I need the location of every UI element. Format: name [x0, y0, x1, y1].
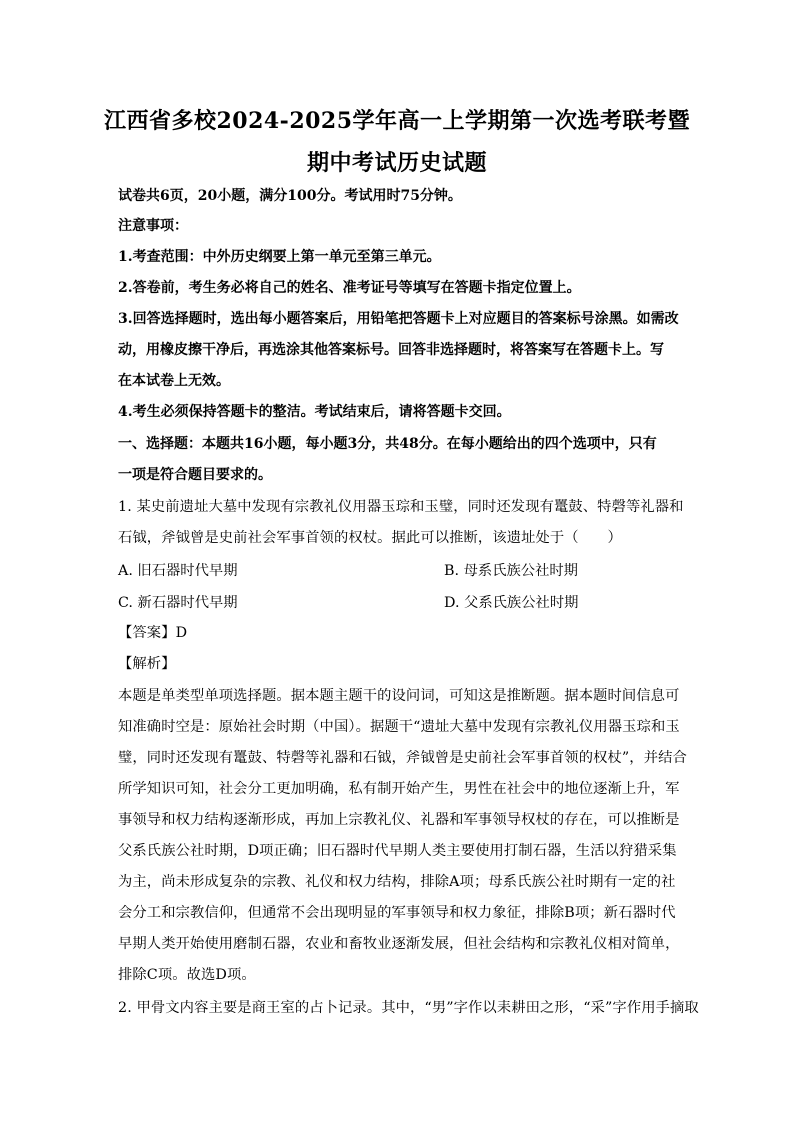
analysis-line: 所学知识可知，社会分工更加明确，私有制开始产生，男性在社会中的地位逐渐上升，军 — [118, 781, 680, 797]
notice-item: 2.答卷前，考生务必将自己的姓名、准考证号等填写在答题卡指定位置上。 — [118, 280, 581, 296]
question1-option-c: C. 新石器时代早期 — [118, 595, 238, 611]
notice-item: 1.考查范围：中外历史纲要上第一单元至第三单元。 — [118, 249, 441, 265]
section-heading: 一、选择题：本题共16小题，每小题3分，共48分。在每小题给出的四个选项中，只有 — [118, 436, 657, 452]
notice-heading: 注意事项： — [118, 218, 188, 234]
analysis-line: 会分工和宗教信仰，但通常不会出现明显的军事领导和权力象征，排除B项；新石器时代 — [118, 905, 676, 921]
question1-stem-cont: 石钺，斧钺曾是史前社会军事首领的权杖。据此可以推断，该遗址处于（ ） — [118, 530, 622, 546]
notice-item: 4.考生必须保持答题卡的整洁。考试结束后，请将答题卡交回。 — [118, 404, 511, 420]
analysis-line: 本题是单类型单项选择题。据本题主题干的设问词，可知这是推断题。据本题时间信息可 — [118, 688, 680, 704]
notice-item: 动，用橡皮擦干净后，再选涂其他答案标号。回答非选择题时，将答案写在答题卡上。写 — [118, 342, 664, 358]
notice-item: 3.回答选择题时，选出每小题答案后，用铅笔把答题卡上对应题目的答案标号涂黑。如需改 — [118, 311, 679, 327]
analysis-line: 事领导和权力结构逐渐形成，再加上宗教礼仪、礼器和军事领导权杖的存在，可以推断是 — [118, 812, 680, 828]
question1-answer: 【答案】D — [118, 625, 188, 641]
analysis-line: 排除C项。故选D项。 — [118, 967, 256, 983]
question1-option-a: A. 旧石器时代早期 — [118, 563, 238, 579]
section-heading-cont: 一项是符合题目要求的。 — [118, 467, 272, 483]
exam-title-line1: 江西省多校2024-2025学年高一上学期第一次选考联考暨 — [103, 108, 691, 134]
question2-stem: 2. 甲骨文内容主要是商王室的占卜记录。其中，“男”字作以耒耕田之形，“采”字作用手摘取 — [118, 1000, 699, 1016]
exam-intro: 试卷共6页，20小题，满分100分。考试用时75分钟。 — [118, 188, 462, 204]
analysis-line: 知准确时空是：原始社会时期（中国）。据题干“遗址大墓中发现有宗教礼仪用器玉琮和玉 — [118, 719, 680, 735]
analysis-line: 早期人类开始使用磨制石器，农业和畜牧业逐渐发展，但社会结构和宗教礼仪相对简单， — [118, 936, 680, 952]
question1-option-b: B. 母系氏族公社时期 — [444, 563, 578, 579]
question1-option-d: D. 父系氏族公社时期 — [444, 595, 579, 611]
question1-analysis-heading: 【解析】 — [118, 656, 176, 672]
question1-stem: 1. 某史前遗址大墓中发现有宗教礼仪用器玉琮和玉璧，同时还发现有鼍鼓、特磬等礼器和 — [118, 499, 684, 515]
exam-title-line2: 期中考试历史试题 — [306, 150, 487, 176]
analysis-line: 父系氏族公社时期，D项正确；旧石器时代早期人类主要使用打制石器，生活以狩猎采集 — [118, 843, 677, 859]
analysis-line: 璧，同时还发现有鼍鼓、特磬等礼器和石钺，斧钺曾是史前社会军事首领的权杖”，并结合 — [118, 750, 687, 766]
notice-item: 在本试卷上无效。 — [118, 373, 230, 389]
analysis-line: 为主，尚未形成复杂的宗教、礼仪和权力结构，排除A项；母系氏族公社时期有一定的社 — [118, 874, 676, 890]
